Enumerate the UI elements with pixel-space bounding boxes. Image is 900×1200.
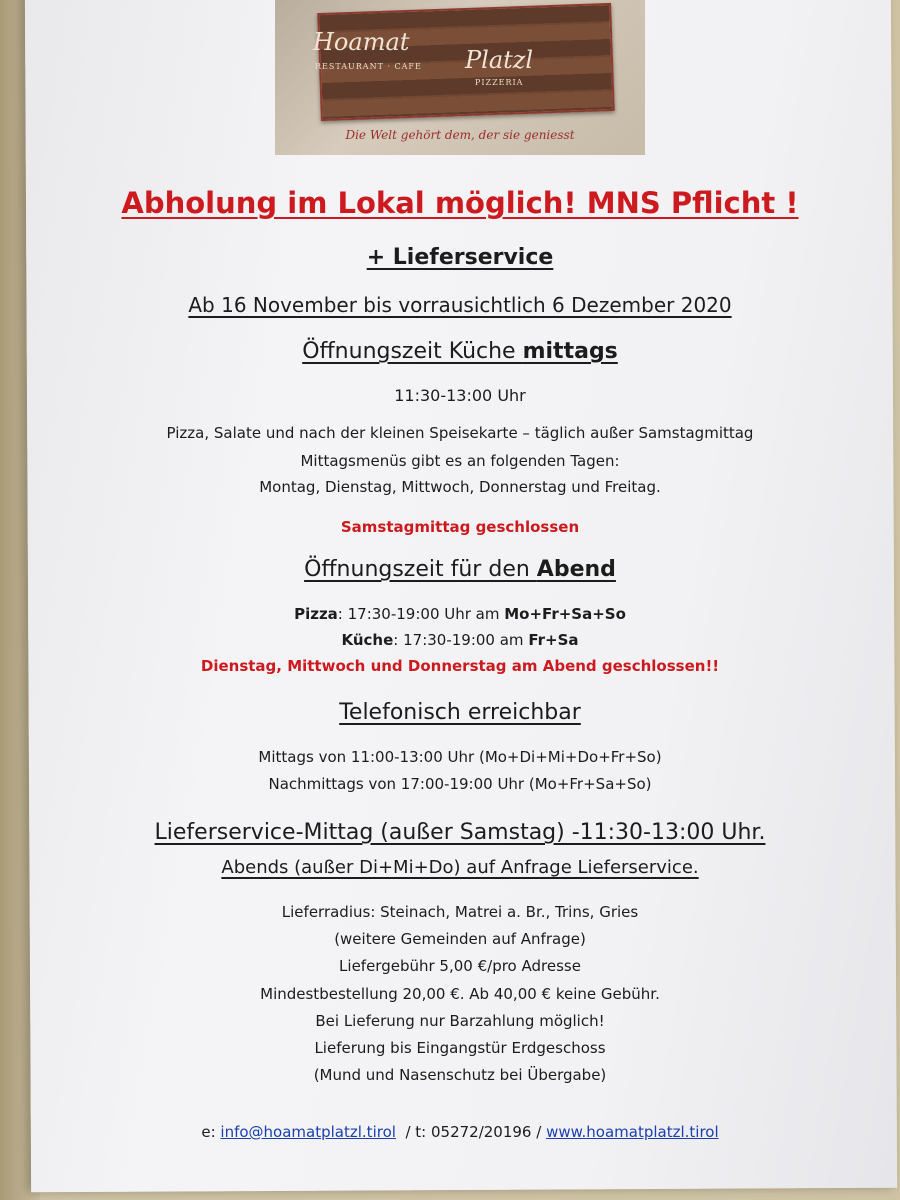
restaurant-logo [275,0,645,155]
pizza-label: Pizza [294,605,338,623]
phone-text: / t: 05272/20196 / [395,1123,547,1141]
midday-line-1: Pizza, Salate und nach der kleinen Speisekarte – täglich außer Samstagmittag [166,424,754,442]
midday-heading-bold: mittags [522,339,618,364]
lieferservice-heading: + Lieferservice [366,245,554,270]
pizza-hours: : 17:30-19:00 Uhr am [337,605,505,623]
delivery-heading: Lieferservice-Mittag (außer Samstag) -11:30-13:00 Uhr. [154,820,766,845]
headline: Abholung im Lokal möglich! MNS Pflicht ! [121,186,799,220]
delivery-line: (Mund und Nasenschutz bei Übergabe) [313,1066,607,1084]
evening-heading-prefix: Öffnungszeit für den [304,557,537,582]
kitchen-hours: : 17:30-19:00 am [393,631,529,649]
midday-heading-prefix: Öffnungszeit Küche [302,339,523,364]
evening-closed-notice: Dienstag, Mittwoch und Donnerstag am Abend geschlossen!! [200,657,720,675]
kitchen-days: Fr+Sa [528,631,579,649]
midday-line-3: Montag, Dienstag, Mittwoch, Donnerstag und Freitag. [259,478,661,496]
logo-slogan: Die Welt gehört dem, der sie geniesst [345,128,575,142]
logo-subtitle-left: RESTAURANT · CAFE [315,62,422,71]
email-link[interactable]: info@hoamatplatzl.tirol [220,1123,396,1141]
midday-hours: 11:30-13:00 Uhr [394,386,526,405]
kitchen-label: Küche [341,631,394,649]
evening-heading-bold: Abend [536,557,616,582]
delivery-subheading: Abends (außer Di+Mi+Do) auf Anfrage Lieferservice. [221,857,699,878]
phone-line-1: Mittags von 11:00-13:00 Uhr (Mo+Di+Mi+Do+Fr+So) [258,748,662,766]
logo-name-left: Hoamat [313,28,410,56]
midday-line-2: Mittagsmenüs gibt es an folgenden Tagen: [300,452,620,470]
phone-heading: Telefonisch erreichbar [339,700,581,725]
period-text: Ab 16 November bis vorrausichtlich 6 Dezember 2020 [188,293,732,317]
evening-pizza-line [30,605,890,623]
pizza-days: Mo+Fr+Sa+So [504,605,626,623]
logo-name-right: Platzl [465,46,534,74]
delivery-line: Lieferradius: Steinach, Matrei a. Br., Trins, Gries [281,903,639,921]
delivery-line: Liefergebühr 5,00 €/pro Adresse [339,957,581,975]
website-link[interactable]: www.hoamatplatzl.tirol [546,1123,719,1141]
contact-line [30,1123,890,1141]
delivery-line: Lieferung bis Eingangstür Erdgeschoss [314,1039,606,1057]
delivery-line: (weitere Gemeinden auf Anfrage) [334,930,586,948]
evening-heading [30,557,890,582]
delivery-line: Mindestbestellung 20,00 €. Ab 40,00 € keine Gebühr. [260,985,660,1003]
phone-line-2: Nachmittags von 17:00-19:00 Uhr (Mo+Fr+Sa+So) [268,775,652,793]
logo-subtitle-right: PIZZERIA [475,78,524,87]
midday-closed-notice: Samstagmittag geschlossen [340,518,580,536]
email-prefix: e: [201,1123,221,1141]
midday-heading [30,339,890,364]
delivery-line: Bei Lieferung nur Barzahlung möglich! [315,1012,605,1030]
evening-kitchen-line [30,631,890,649]
